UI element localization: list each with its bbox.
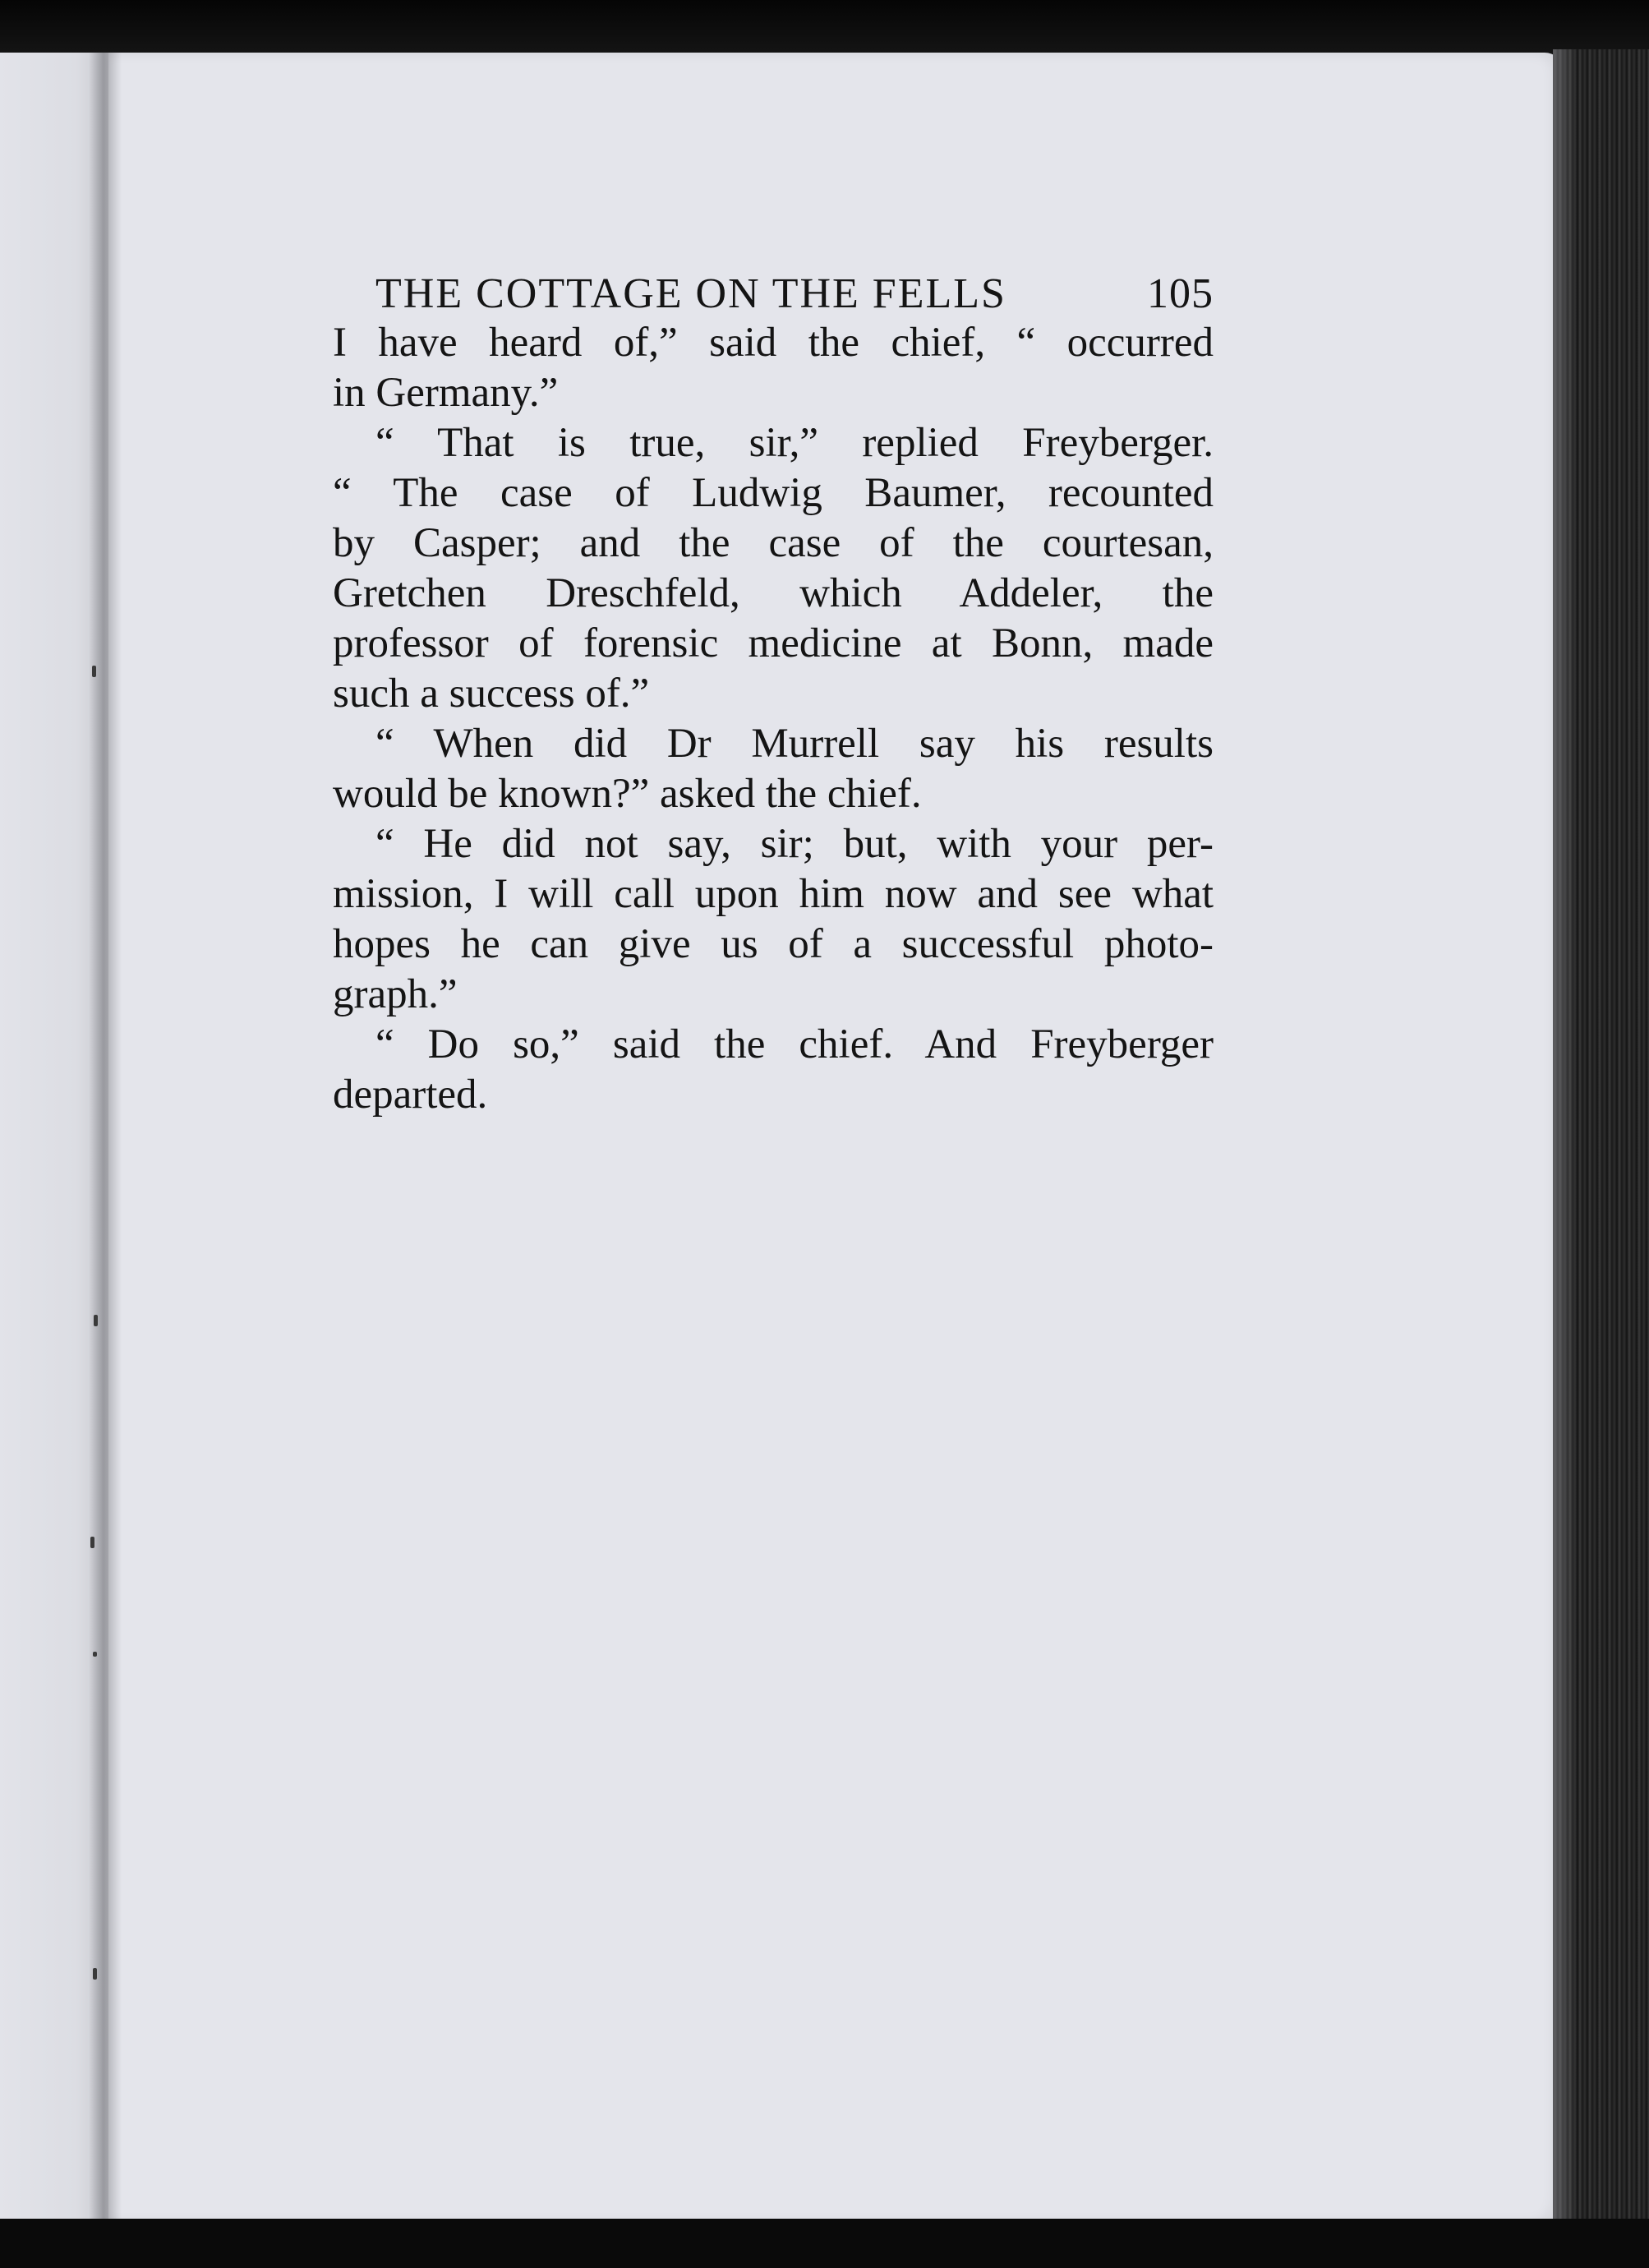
margin-speck xyxy=(94,1315,98,1326)
running-head xyxy=(333,267,1214,321)
text-line: departed. xyxy=(333,1072,488,1118)
running-head-title: THE COTTAGE ON THE FELLS xyxy=(375,270,1006,317)
text-line: Gretchen Dreschfeld, which Addeler, the xyxy=(333,570,1214,616)
text-line: would be known?” asked the chief. xyxy=(333,771,922,817)
text-line: hopes he can give us of a successful photo- xyxy=(333,921,1214,967)
text-line: “ He did not say, sir; but, with your per- xyxy=(375,821,1214,867)
text-line: mission, I will call upon him now and see what xyxy=(333,871,1214,917)
page-number: 105 xyxy=(1147,270,1214,317)
text-line: I have heard of,” said the chief, “ occurred xyxy=(333,320,1214,366)
text-line: “ When did Dr Murrell say his results xyxy=(375,721,1214,767)
margin-speck xyxy=(90,1537,94,1548)
text-line: such a success of.” xyxy=(333,671,650,717)
margin-speck xyxy=(92,666,96,677)
text-line: in Germany.” xyxy=(333,370,559,416)
text-line: by Casper; and the case of the courtesan, xyxy=(333,520,1214,566)
text-line: graph.” xyxy=(333,971,458,1017)
scan-bottom-border xyxy=(0,2219,1649,2268)
page-gutter-shadow xyxy=(89,53,122,2222)
text-line: professor of forensic medicine at Bonn, made xyxy=(333,620,1214,666)
text-line: “ Do so,” said the chief. And Freyberger xyxy=(375,1021,1214,1067)
text-line: “ That is true, sir,” replied Freyberger. xyxy=(375,420,1214,466)
page-text xyxy=(333,267,1214,1120)
text-line: “ The case of Ludwig Baumer, recounted xyxy=(333,470,1214,516)
margin-speck xyxy=(93,1968,97,1980)
margin-speck xyxy=(93,1652,97,1657)
scan-top-border xyxy=(0,0,1649,58)
fore-edge-highlight xyxy=(1553,49,1578,2235)
